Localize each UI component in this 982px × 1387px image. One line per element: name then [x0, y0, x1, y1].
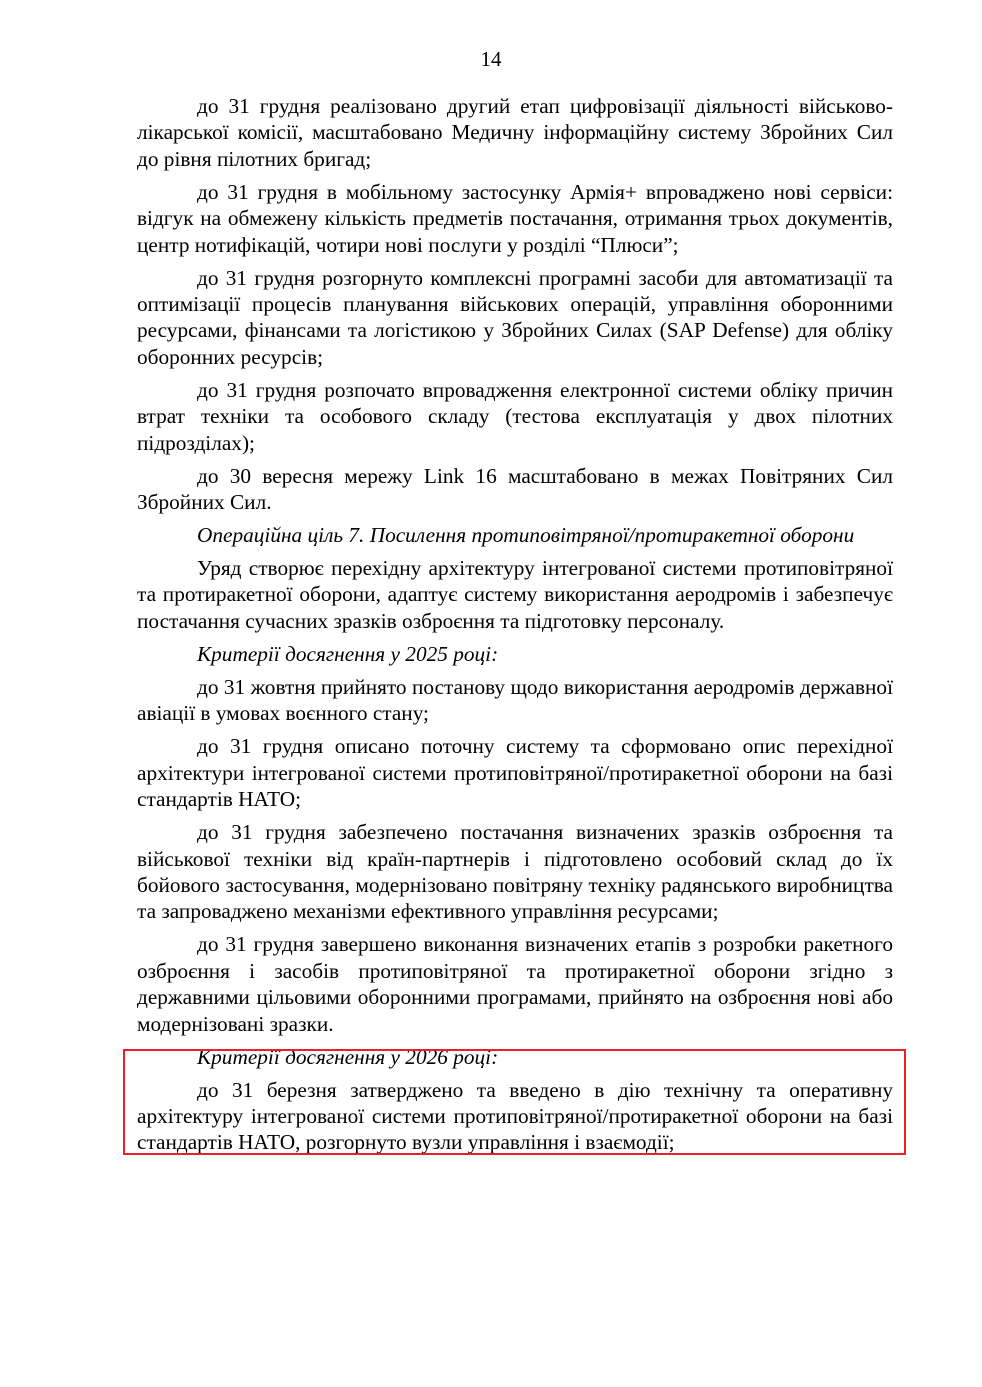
paragraph-link16-network: до 30 вересня мережу Link 16 масштабовано в межах Повітряних Сил Збройних Сил.	[137, 463, 893, 515]
criteria-heading-2025: Критерії досягнення у 2025 році:	[197, 641, 499, 666]
paragraph-weapons-supply: до 31 грудня забезпечено постачання визначених зразків озброєння та військової техніки від країн-партнерів і підготовлено особовий склад до їх бойового застосування, модернізовано повітряну техніку радянського виробництва та запроваджено механізми ефективного управління ресурсами;	[137, 820, 893, 924]
page-number: 14	[480, 47, 502, 71]
document-body	[137, 93, 893, 1162]
criteria-heading-2026: Критерії досягнення у 2026 році:	[197, 1044, 499, 1069]
paragraph-sap-defense: до 31 грудня розгорнуто комплексні програмні засоби для автоматизації та оптимізації процесів планування військових операцій, управління оборонними ресурсами, фінансами та логістикою у Збройних Силах (SAP Defense) для обліку оборонних ресурсів;	[137, 265, 893, 369]
paragraph-military-medical-commission: до 31 грудня реалізовано другий етап цифровізації діяльності військово-лікарської комісії, масштабовано Медичну інформаційну систему Збройних Сил до рівня пілотних бригад;	[137, 94, 893, 171]
paragraph-government-air-defense: Уряд створює перехідну архітектуру інтегрованої системи протиповітряної та протиракетної оборони, адаптує систему використання аеродромів і забезпечує постачання сучасних зразків озброєння та підготовку персоналу.	[137, 556, 893, 633]
paragraph-missile-development-highlighted: до 31 грудня завершено виконання визначених етапів з розробки ракетного озброєння і засобів протиповітряної та протиракетної оборони згідно з державними цільовими оборонними програмами, прийнято на озброєння нові або модернізовані зразки.	[137, 932, 893, 1036]
paragraph-transitional-architecture: до 31 грудня описано поточну систему та сформовано опис перехідної архітектури інтегрованої системи протиповітряної/протиракетної оборони на базі стандартів НАТО;	[137, 734, 893, 812]
paragraph-loss-accounting-system: до 31 грудня розпочато впровадження електронної системи обліку причин втрат техніки та особового складу (тестова експлуатація у двох пілотних підрозділах);	[137, 377, 893, 455]
paragraph-airfield-resolution: до 31 жовтня прийнято постанову щодо використання аеродромів державної авіації в умовах воєнного стану;	[137, 674, 893, 726]
paragraph-nato-architecture: до 31 березня затверджено та введено в дію технічну та оперативну архітектуру інтегрованої системи протиповітряної/протиракетної оборони на базі стандартів НАТО, розгорнуто вузли управління і взаємодії;	[137, 1077, 893, 1155]
section-heading-operational-goal-7: Операційна ціль 7. Посилення протиповітряної/протиракетної оборони	[197, 523, 855, 548]
paragraph-army-plus-app: до 31 грудня в мобільному застосунку Армія+ впроваджено нові сервіси: відгук на обмежену кількість предметів постачання, отримання трьох документів, центр нотифікацій, чотири нові послуги у розділі “Плюси”;	[137, 179, 893, 257]
